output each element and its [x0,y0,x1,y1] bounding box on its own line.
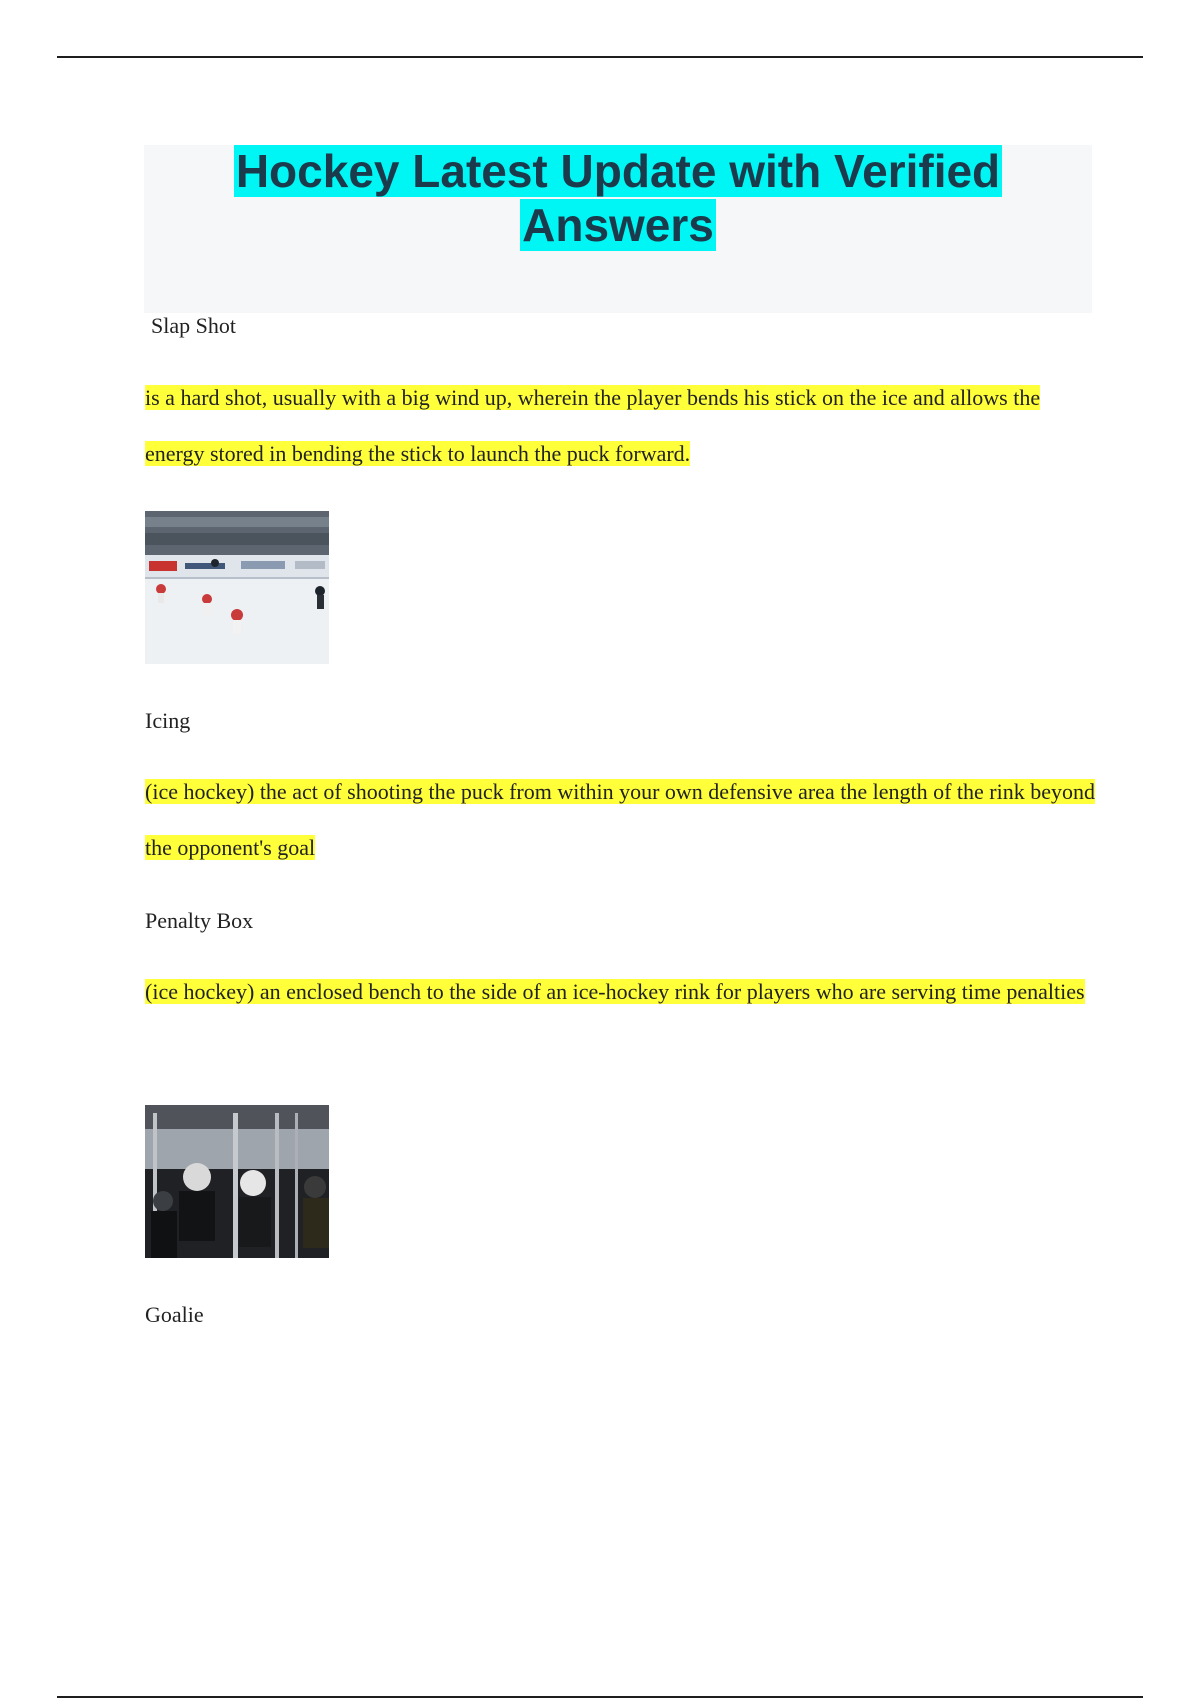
slap-shot-photo-graphic [145,511,329,664]
term-penalty-box: Penalty Box [145,908,254,933]
footer-rule [57,1696,1143,1698]
penalty-box-photo [145,1105,329,1258]
document-title [144,144,1092,252]
document-title-text: Hockey Latest Update with Verified Answers [235,145,1001,251]
definition-penalty-box-text: (ice hockey) an enclosed bench to the side of an ice-hockey rink for players who are serving time penalties [145,979,1085,1004]
definition-icing-text: (ice hockey) the act of shooting the puck from within your own defensive area the length of the rink beyond the opponent's goal [145,779,1095,860]
term-goalie: Goalie [145,1302,204,1327]
penalty-box-photo-graphic [145,1105,329,1258]
term-icing: Icing [145,708,191,733]
definition-icing [145,764,1095,876]
definition-penalty-box [145,964,1095,1020]
slap-shot-photo [145,511,329,664]
header-rule [57,56,1143,58]
definition-slap-shot-text: is a hard shot, usually with a big wind up, wherein the player bends his stick on the ice and allows the energy stored in bending the stick to launch the puck forward. [145,385,1041,466]
definition-slap-shot [145,370,1095,482]
term-slap-shot: Slap Shot [151,313,236,338]
